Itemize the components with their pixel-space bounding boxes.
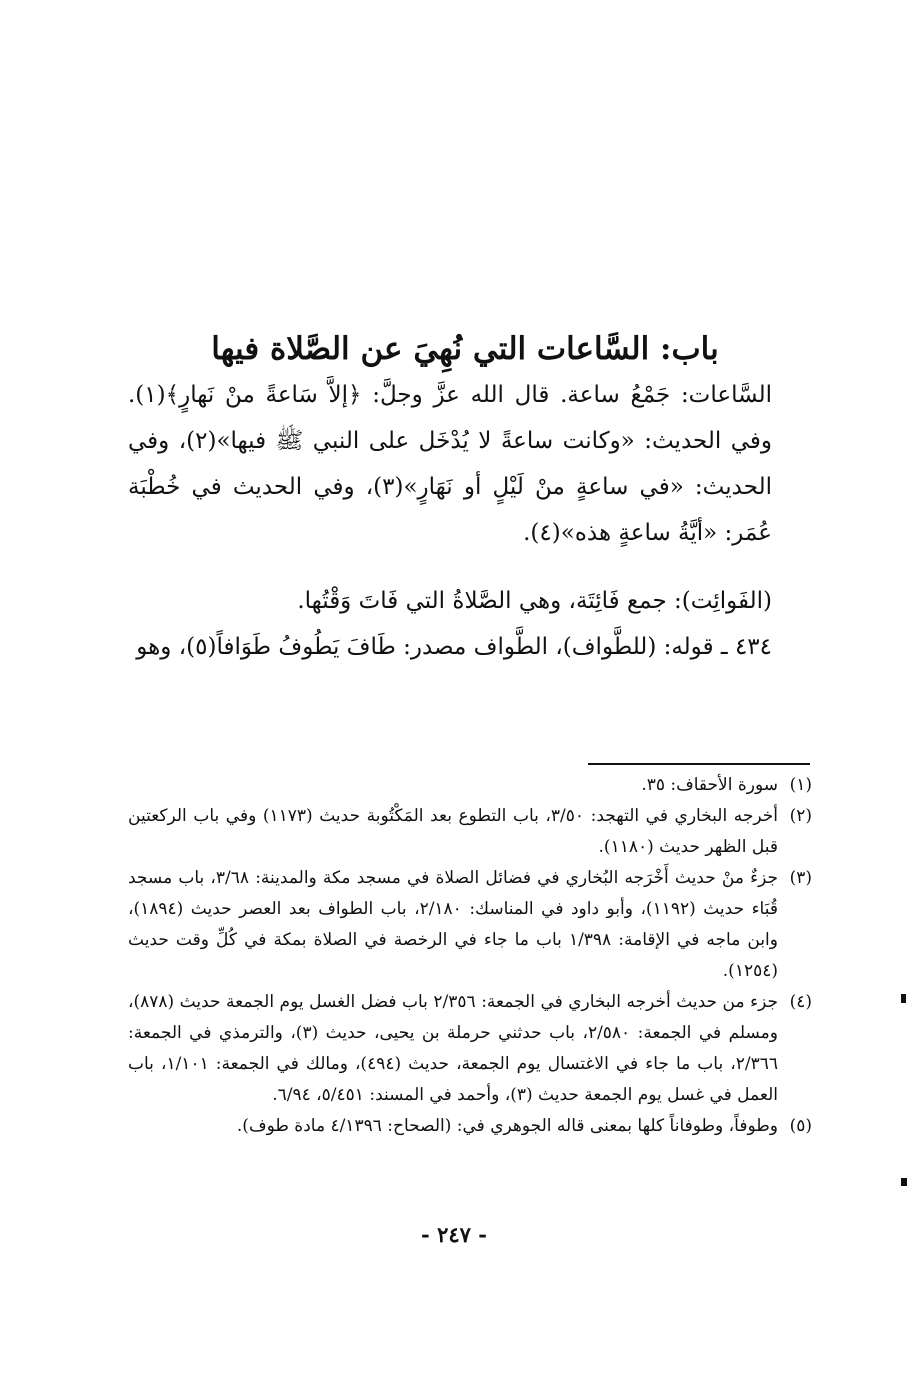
footnote-text: سورة الأحقاف: ٣٥. (641, 775, 778, 795)
footnote-number: (٣) (789, 868, 812, 888)
page-number: - ٢٤٧ - (421, 1222, 487, 1247)
scan-mark (901, 994, 906, 1003)
footnote-divider (588, 763, 810, 765)
paragraph-fawa-it: (الفَوائِت): جمع فَائِتَة، وهي الصَّلاةُ التي فَاتَ وَقْتُها. (297, 588, 772, 614)
chapter-heading: باب: السَّاعات التي نُهِيَ عن الصَّلاة فيها (211, 330, 719, 367)
footnote-number: (٢) (789, 806, 812, 826)
footnote-3 (128, 863, 812, 987)
main-text (128, 372, 812, 670)
footnotes (128, 770, 812, 1142)
footnote-2 (128, 801, 812, 863)
footnote-text: أخرجه البخاري في التهجد: ٣/٥٠، باب التطوع بعد المَكْتُوبة حديث (١١٧٣) وفي باب الركعتين قبل الظهر حديث (١١٨٠). (128, 806, 779, 857)
scan-mark (901, 1178, 907, 1186)
footnote-1 (128, 770, 812, 801)
paragraph-tawaf: ٤٣٤ ـ قوله: (للطَّواف)، الطَّواف مصدر: طَافَ يَطُوفُ طَوَافاً(٥)، وهو (136, 634, 772, 660)
footnote-4 (128, 987, 812, 1111)
footnote-text: جزء من حديث أخرجه البخاري في الجمعة: ٢/٣٥٦ باب فضل الغسل يوم الجمعة حديث (٨٧٨)، ومسلم في الجمعة: ٢/٥٨٠، باب حدثني حرملة بن يحيى، حديث (٣)، والترمذي في الجمعة: ٢/٣٦٦، باب ما جاء في الاغتسال يوم الجمعة، حديث (٤٩٤)، ومالك في الجمعة: ١/١٠١، باب العمل في غسل يوم الجمعة حديث (٣)، وأحمد في المسند: ٥/٤٥١، ٦/٩٤. (128, 992, 778, 1105)
footnote-number: (١) (789, 775, 812, 795)
footnote-number: (٤) (789, 992, 812, 1012)
footnote-5 (128, 1111, 812, 1142)
footnote-text: وطوفاً، وطوفاناً كلها بمعنى قاله الجوهري في: (الصحاح: ٤/١٣٩٦ مادة طوف). (236, 1116, 778, 1136)
paragraph-sa-aat: السَّاعات: جَمْعُ ساعة. قال الله عزَّ وجلَّ: ﴿إلاَّ سَاعةً منْ نَهارٍ﴾(١). وفي الحديث: «وكانت ساعةً لا يُدْخَل على النبي ﷺ فيها»(٢)، وفي الحديث: «في ساعةٍ منْ لَيْلٍ أو نَهَارٍ»(٣)، وفي الحديث في خُطْبَة عُمَر: «أيَّةُ ساعةٍ هذه»(٤). (128, 382, 773, 546)
footnote-text: جزءٌ منْ حديث أَخْرَجه البُخاري في فضائل الصلاة في مسجد مكة والمدينة: ٣/٦٨، باب مسجد قُبَاء حديث (١١٩٢)، وأبو داود في المناسك: ٢/١٨٠، باب الطواف بعد العصر حديث (١٨٩٤)، وابن ماجه في الإقامة: ١/٣٩٨ باب ما جاء في الرخصة في الصلاة بمكة في كُلِّ وقت حديث (١٢٥٤). (128, 868, 778, 981)
footnote-number: (٥) (789, 1116, 812, 1136)
